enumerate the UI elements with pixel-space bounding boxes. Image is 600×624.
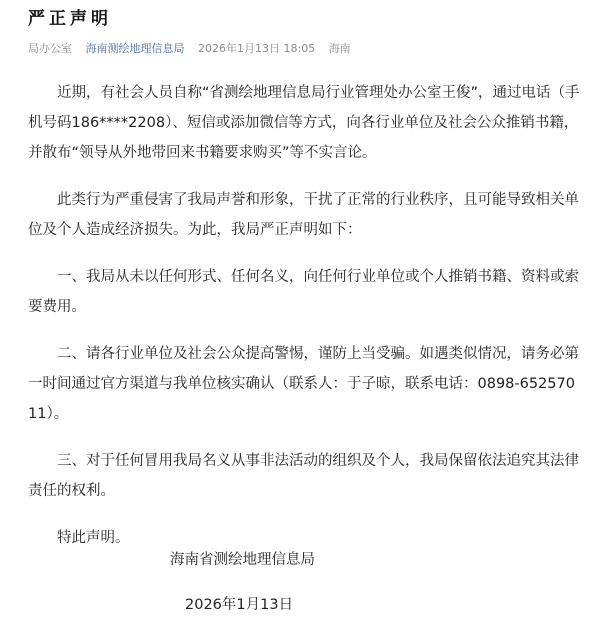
signature-date: 2026年1月13日 — [185, 597, 294, 613]
paragraph: 一、我局从未以任何形式、任何名义，向任何行业单位或个人推销书籍、资料或索要费用。 — [28, 269, 579, 315]
paragraph: 特此声明。 — [57, 530, 130, 546]
publish-location: 海南 — [328, 42, 351, 55]
article-meta — [28, 40, 580, 58]
paragraph: 此类行为严重侵害了我局声誉和形象，干扰了正常的行业秩序，且可能导致相关单位及个人造成经济损失。为此，我局严正声明如下： — [28, 192, 579, 238]
paragraph: 二、请各行业单位及社会公众提高警惕，谨防上当受骗。如遇类似情况，请务必第一时间通过官方渠道与我单位核实确认（联系人：于子晾，联系电话：0898-65257011）。 — [28, 346, 579, 422]
author-label: 局办公室 — [28, 42, 72, 55]
account-link[interactable]: 海南测绘地理信息局 — [85, 42, 185, 55]
paragraph: 近期，有社会人员自称“省测绘地理信息局行业管理处办公室王俊”，通过电话（手机号码186****2208）、短信或添加微信等方式，向各行业单位及社会公众推销书籍，并散布“领导从外地带回来书籍要求购买”等不实言论。 — [28, 85, 580, 161]
article-body — [28, 78, 580, 553]
article-title: 严正声明 — [28, 9, 112, 29]
paragraph: 三、对于任何冒用我局名义从事非法活动的组织及个人，我局保留依法追究其法律责任的权利。 — [28, 453, 579, 499]
article — [28, 0, 580, 570]
signature-organization: 海南省测绘地理信息局 — [170, 552, 315, 568]
publish-datetime: 2026年1月13日 18:05 — [198, 42, 316, 55]
